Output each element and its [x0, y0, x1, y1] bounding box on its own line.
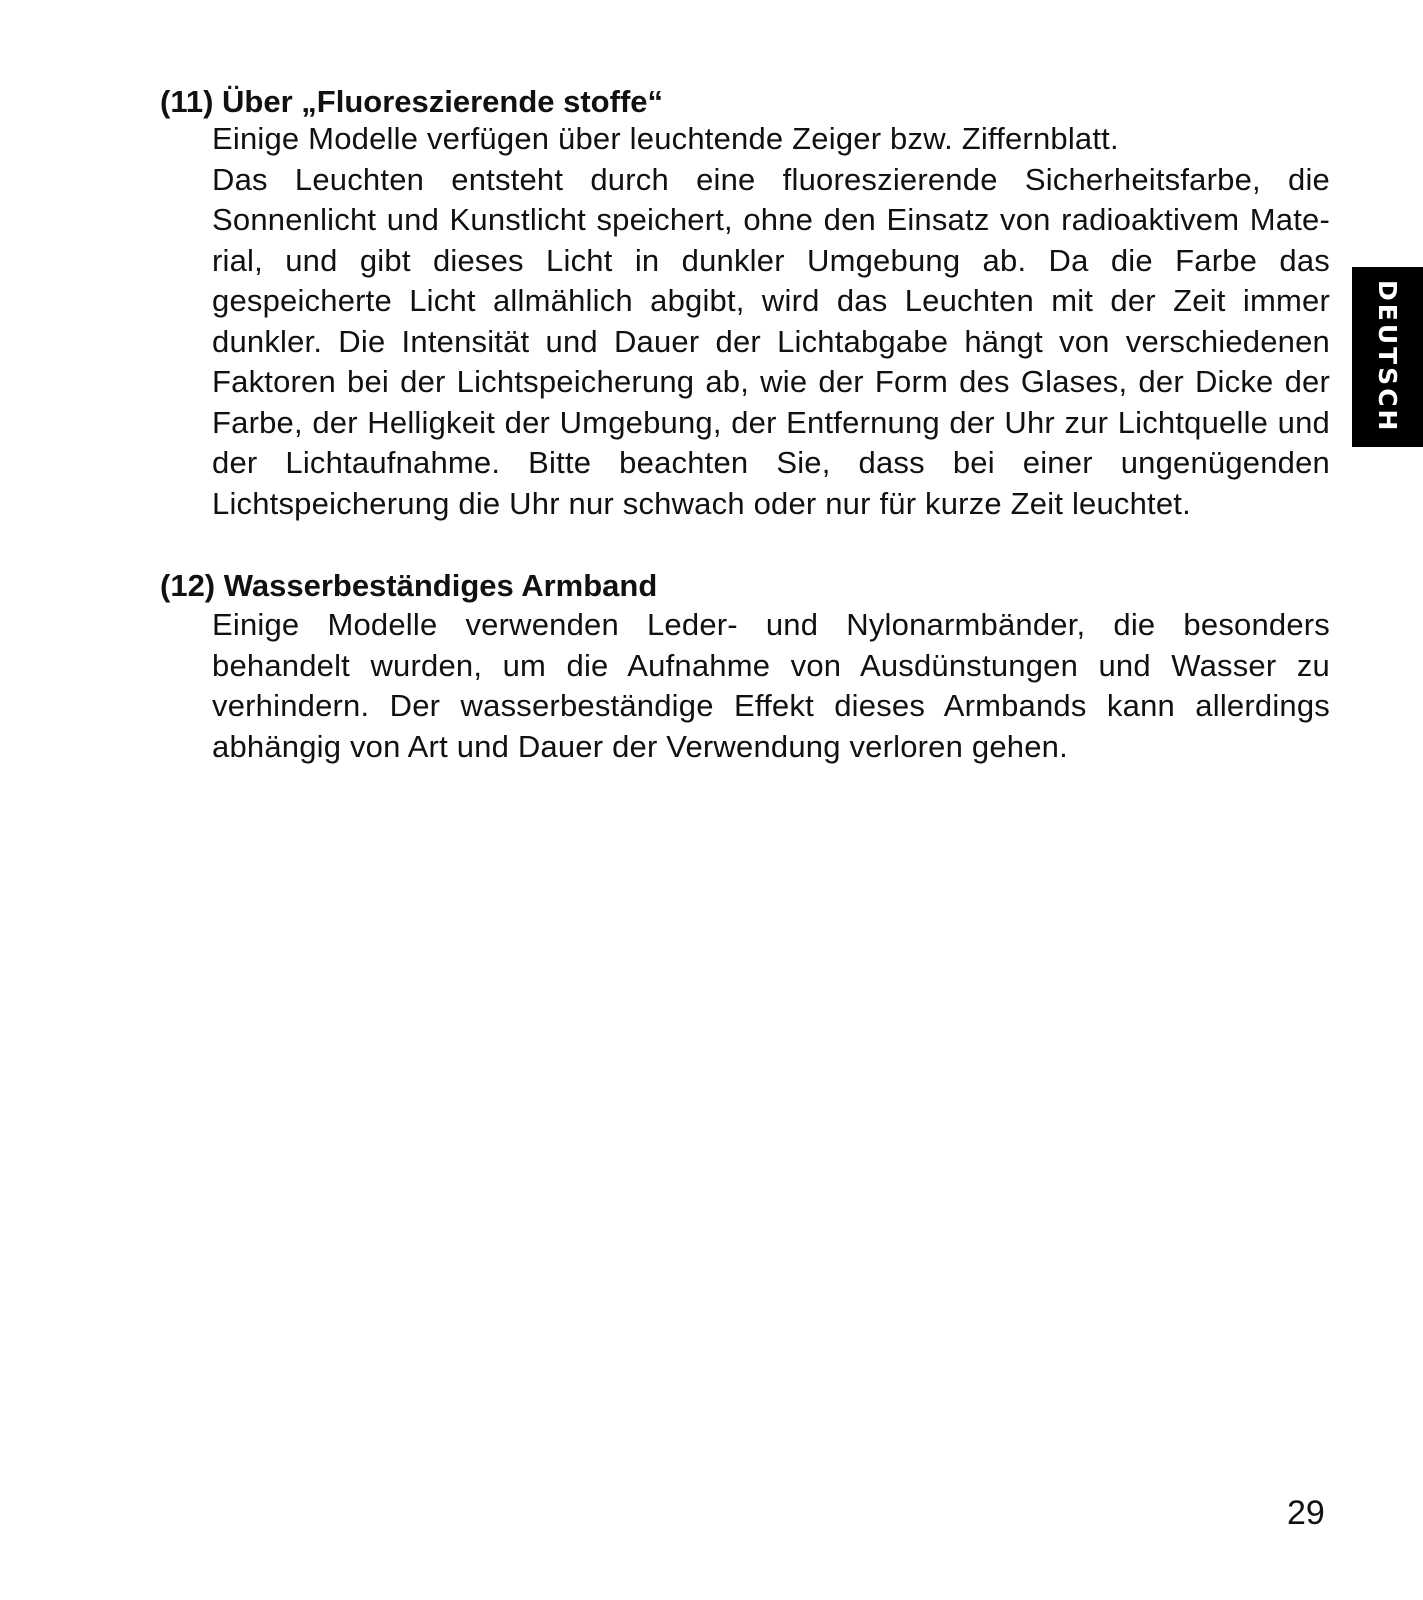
- section-paragraph-strap: Einige Modelle verwenden Leder- und Nylonarmbänder, die besonders behandelt wurden, um die Aufnahme von Ausdünstungen und Wasser zu verhindern. Der wasserbeständige Effekt dieses Armbands kann allerdings abhängig von Art und Dauer der Verwendung verloren gehen.: [212, 607, 1330, 764]
- language-tab: [1352, 267, 1423, 447]
- section-paragraph-fluorescent: Das Leuchten entsteht durch eine fluoreszierende Sicherheitsfarbe, die Sonnenlicht und Kunstlicht speichert, ohne den Einsatz von radioaktivem Mate-rial, und gibt dieses Licht in dunkler Umgebung ab. Da die Farbe das gespeicherte Licht allmählich abgibt, wird das Leuchten mit der Zeit immer dunkler. Die Intensität und Dauer der Lichtabgabe hängt von verschiedenen Faktoren bei der Lichtspeicherung ab, wie der Form des Glases, der Dicke der Farbe, der Helligkeit der Umgebung, der Entfernung der Uhr zur Lichtquelle und der Lichtaufnahme. Bitte beachten Sie, dass bei einer ungenügenden Lichtspeicherung die Uhr nur schwach oder nur für kurze Zeit leuchtet.: [212, 161, 1330, 521]
- section-intro-fluorescent: Einige Modelle verfügen über leuchtende Zeiger bzw. Ziffernblatt.: [212, 121, 1119, 156]
- language-tab-label: DEUTSCH: [1373, 280, 1402, 434]
- section-body-fluorescent: [212, 119, 1330, 524]
- section-heading-fluorescent: (11) Über „Fluoreszierende stoffe“: [160, 84, 664, 119]
- section-body-strap: [212, 605, 1330, 767]
- section-heading-strap: (12) Wasserbeständiges Armband: [160, 568, 658, 603]
- page-number: 29: [1287, 1494, 1325, 1532]
